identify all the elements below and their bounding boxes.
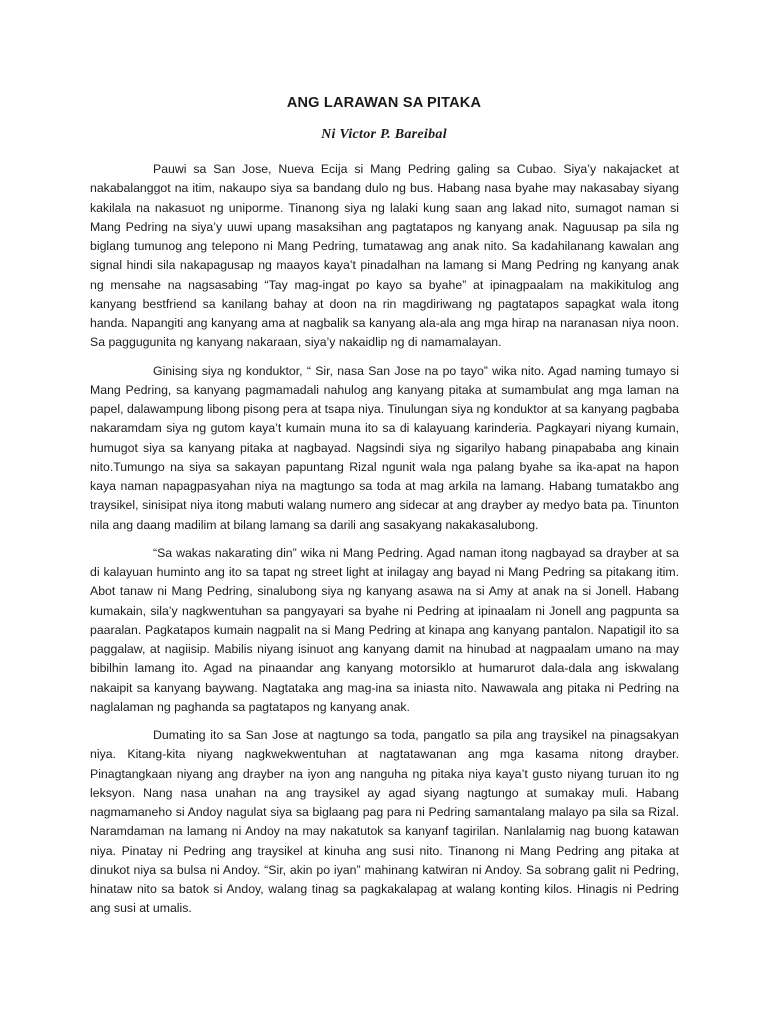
- document-author: Ni Victor P. Bareibal: [321, 127, 447, 142]
- document-title: ANG LARAWAN SA PITAKA: [286, 95, 482, 111]
- paragraph: Ginising siya ng konduktor, “ Sir, nasa San Jose na po tayo” wika nito. Agad naming tumayo si Mang Pedring, sa kanyang pagmamadali nahulog ang kanyang pitaka at sumambulat ang mga laman na papel, dalawampung libong pisong pera at tsapa niya. Tinulungan siya ng konduktor at sa kanyang pagbaba nakaramdam siya ng gutom kaya’t kumain muna ito sa di kalayuang karinderia. Pagkayari niyang kumain, humugot siya sa kanyang pitaka at nagbayad. Nagsindi siya ng sigarilyo habang pinapababa ang kinain nito.Tumungo na siya sa sakayan papuntang Rizal ngunit wala nga palang byahe sa ika-apat na hapon kaya naman napagpasyahan niya na magtungo sa toda at mag arkila na lamang. Habang tumatakbo ang traysikel, sinisipat niya itong mabuti walang numero ang sidecar at ang drayber ay medyo bata pa. Tinunton nila ang daang madilim at bilang lamang sa darili ang sasakyang nakakasalubong.: [90, 363, 679, 532]
- document-body: [90, 160, 679, 928]
- paragraph: Dumating ito sa San Jose at nagtungo sa toda, pangatlo sa pila ang traysikel na pinagsakyan niya. Kitang-kita niyang nagkwekwentuhan at nagtatawanan ang mga kasama nitong drayber. Pinagtangkaan niyang ang drayber na iyon ang nanguha ng pitaka niya kaya’t gusto niyang turuan ito ng leksyon. Nang nasa unahan na ang traysikel ay agad siyang nagtungo at sumakay muli. Habang nagmamaneho si Andoy nagulat siya sa biglaang pag para ni Pedring samantalang malayo pa sila sa Rizal. Naramdaman na lamang ni Andoy na may nakatutok sa kanyanf tagirilan. Nanlalamig nag buong katawan niya. Pinatay ni Pedring ang traysikel at kinuha ang susi nito. Tinanong ni Mang Pedring ang pitaka at dinukot niya sa bulsa ni Andoy. “Sir, akin po iyan” mahinang katwiran ni Andoy. Sa sobrang galit ni Pedring, hinataw nito sa batok si Andoy, walang tinag sa pagkakalapag at walang konting kilos. Hinagis ni Pedring ang susi at umalis.: [90, 728, 679, 916]
- paragraph: Pauwi sa San Jose, Nueva Ecija si Mang Pedring galing sa Cubao. Siya’y nakajacket at nakabalanggot na itim, nakaupo siya sa bandang dulo ng bus. Habang nasa byahe may nakasabay siyang kakilala na nakasuot ng uniporme. Tinanong siya ng lalaki kung saan ang lakad nito, sumagot naman si Mang Pedring na siya’y uuwi upang masaksihan ang pagtatapos ng kanyang anak. Naguusap pa sila ng biglang tumunog ang telepono ni Mang Pedring, tumatawag ang anak nito. Sa kadahilanang kawalan ang signal hindi sila nakapagusap ng maayos kaya’t pinadalhan na lamang si Mang Pedring ng kanyang anak ng mensahe na nagsasabing “Tay mag-ingat po kayo sa byahe” at ipinagpaalam na makikitulog ang kanyang bestfriend sa kanilang bahay at doon na rin magdiriwang ng pagtatapos sapagkat wala itong handa. Napangiti ang kanyang ama at nagbalik sa kanyang ala-ala ang mga hirap na naranasan niya noon. Sa paggugunita ng kanyang nakaraan, siya’y nakaidlip ng di namamalayan.: [90, 162, 679, 350]
- paragraph: “Sa wakas nakarating din” wika ni Mang Pedring. Agad naman itong nagbayad sa drayber at sa di kalayuan huminto ang ito sa tapat ng street light at inilagay ang bayad ni Mang Pedring sa pitakang itim. Abot tanaw ni Mang Pedring, sinalubong siya ng kanyang asawa na si Amy at anak na si Jonell. Habang kumakain, sila’y nagkwentuhan sa pangyayari sa byahe ni Pedring at ipinaalam ni Jonell ang pagpunta sa paaralan. Pagkatapos kumain nagpalit na si Mang Pedring at kinapa ang kanyang pantalon. Napatigil ito sa paggalaw, at nagiisip. Mabilis niyang isinuot ang kanyang damit na hinubad at nagpaalam umano na may bibilhin lamang ito. Agad na pinaandar ang kanyang motorsiklo at humarurot dala-dala ang iskwalang nakaipit sa kanyang baywang. Nagtataka ang mag-ina sa iniasta nito. Nawawala ang pitaka ni Pedring na naglalaman ng paghanda sa pagtatapos ng kanyang anak.: [90, 545, 679, 714]
